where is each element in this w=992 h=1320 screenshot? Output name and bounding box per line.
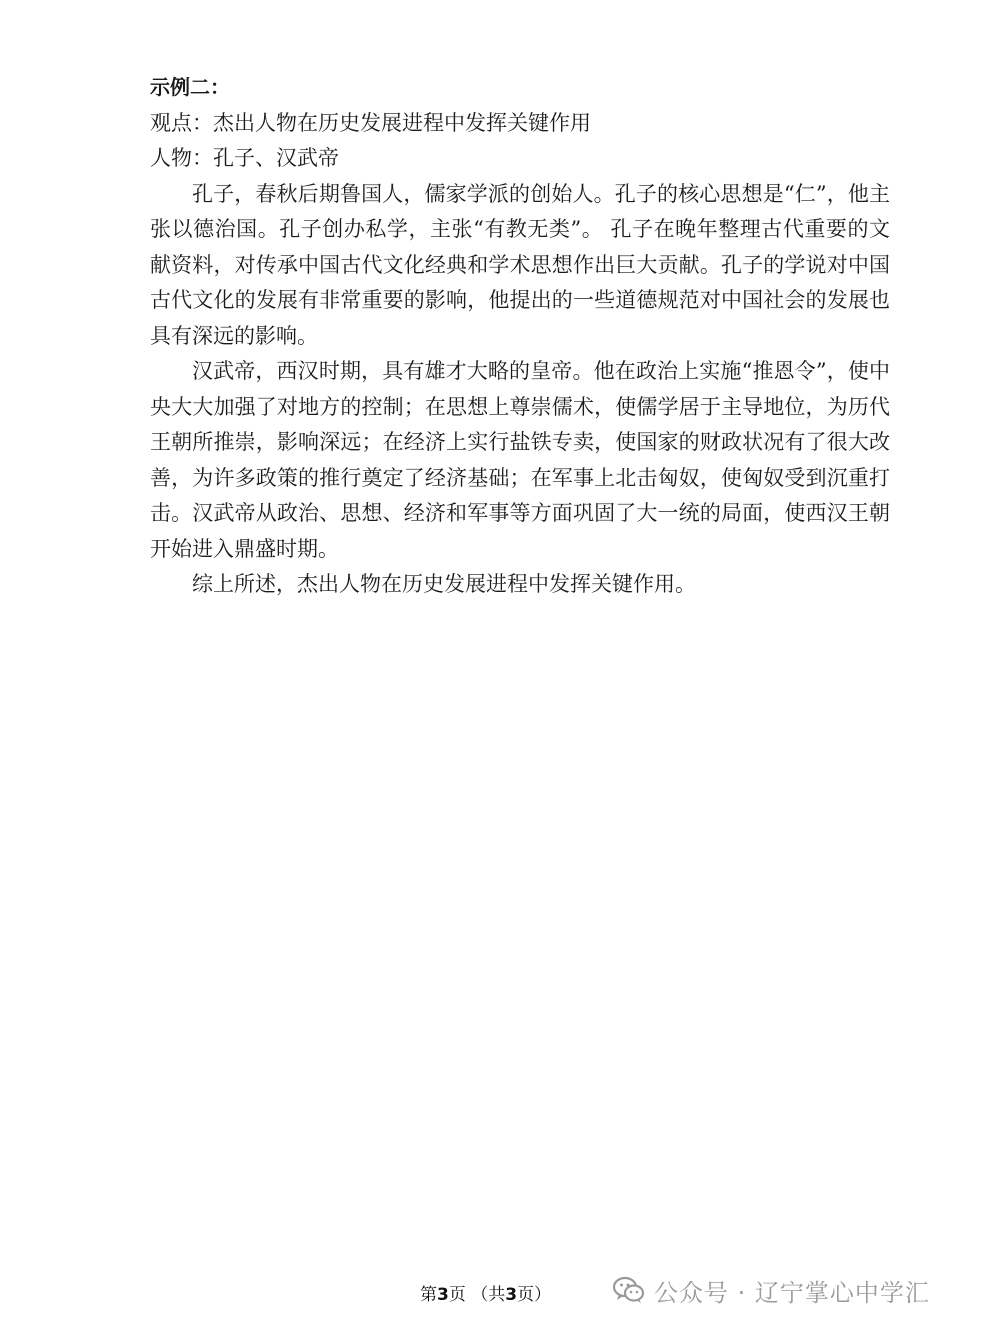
page-suffix: 页） [517, 1285, 552, 1305]
viewpoint-line: 观点：杰出人物在历史发展进程中发挥关键作用 [150, 110, 591, 135]
document-body [150, 70, 890, 603]
watermark [612, 1272, 930, 1308]
wechat-icon [612, 1275, 646, 1305]
page-total: 3 [505, 1285, 518, 1305]
page-footer [0, 1268, 992, 1308]
page-mid: 页 （共 [448, 1285, 506, 1305]
page-number [420, 1280, 551, 1305]
section-heading: 示例二： [150, 75, 230, 99]
paragraph-emperor-wu: 汉武帝，西汉时期，具有雄才大略的皇帝。他在政治上实施“推恩令”，使中央大大加强了对地方的控制；在思想上尊崇儒术，使儒学居于主导地位，为历代王朝所推崇，影响深远；在经济上实行盐铁专卖，使国家的财政状况有了很大改善，为许多政策的推行奠定了经济基础；在军事上北击匈奴，使匈奴受到沉重打击。汉武帝从政治、思想、经济和军事等方面巩固了大一统的局面，使西汉王朝开始进入鼎盛时期。 [150, 359, 890, 561]
page-prefix: 第 [420, 1285, 437, 1305]
page-current: 3 [437, 1285, 449, 1305]
watermark-text: 公众号 · 辽宁掌心中学汇 [654, 1278, 930, 1307]
figures-line: 人物：孔子、汉武帝 [150, 146, 339, 170]
paragraph-conclusion: 综上所述，杰出人物在历史发展进程中发挥关键作用。 [192, 572, 696, 596]
paragraph-confucius: 孔子，春秋后期鲁国人，儒家学派的创始人。孔子的核心思想是“仁”，他主张以德治国。孔子创办私学，主张“有教无类”。 孔子在晚年整理古代重要的文献资料，对传承中国古代文化经典和学术思想作出巨大贡献。孔子的学说对中国古代文化的发展有非常重要的影响，他提出的一些道德规范对中国社会的发展也具有深远的影响。 [150, 181, 890, 348]
